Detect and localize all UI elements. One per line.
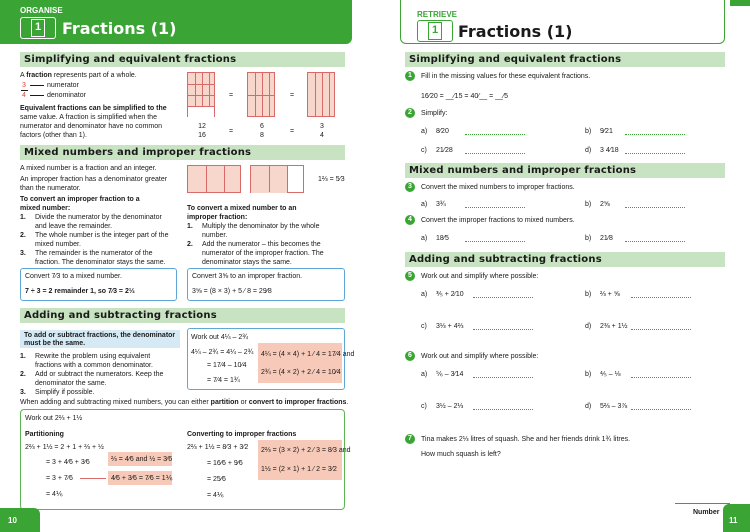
converting-line: = 4⅙ xyxy=(207,492,224,499)
mixed-number-definition: A mixed number is a fraction and an integer. xyxy=(20,165,157,172)
step-text: fraction. The denominator stays the same. xyxy=(35,259,166,266)
to-mixed-heading: mixed number: xyxy=(20,205,71,212)
question-text: Convert the improper fractions to mixed numbers. xyxy=(421,217,575,224)
question-text: How much squash is left? xyxy=(421,451,501,458)
step-text: Divide the numerator by the denominator xyxy=(35,214,162,221)
add-note-line: must be the same. xyxy=(24,340,86,347)
question-text: Work out and simplify where possible: xyxy=(421,273,539,280)
part-label: b) xyxy=(585,128,592,135)
question-text: Fill in the missing values for these equivalent fractions. xyxy=(421,73,591,80)
part-label: c) xyxy=(421,323,427,330)
chapter-icon-number: 1 xyxy=(31,19,45,37)
add-note-line: To add or subtract fractions, the denominator xyxy=(24,332,176,339)
numerator-label: numerator xyxy=(47,82,79,89)
step-number: 1. xyxy=(20,353,26,360)
part-expression: 3¾ xyxy=(436,201,446,208)
fraction-label-3-4: 3 4 xyxy=(320,123,324,139)
question-number: 4 xyxy=(405,215,415,225)
step-text: number. xyxy=(202,232,228,239)
step-text: The whole number is the integer part of the xyxy=(35,232,169,239)
step-number: 2. xyxy=(187,241,193,248)
partition-line: = 3 + 4⁄6 + 3⁄6 xyxy=(46,459,90,466)
to-mixed-heading: To convert an improper fraction to a xyxy=(20,196,140,203)
step-text: Simplify if possible. xyxy=(35,389,95,396)
part-expression: 5⅔ – 3⅞ xyxy=(600,403,628,410)
question-number: 7 xyxy=(405,434,415,444)
left-footer-bar xyxy=(0,508,40,532)
part-label: b) xyxy=(585,235,592,242)
answer-line[interactable] xyxy=(625,153,685,154)
mixed-equation: 1⅔ = 5⁄3 xyxy=(318,176,345,183)
part-expression: 21⁄8 xyxy=(600,235,613,242)
denominator-value: 4 xyxy=(22,92,26,99)
equiv-line: same value. A fraction is simplified when the xyxy=(20,114,157,121)
example-title: Convert 3⅝ to an improper fraction. xyxy=(192,273,303,280)
numerator-arrow xyxy=(30,85,44,86)
answer-line[interactable] xyxy=(631,409,691,410)
right-header-corner xyxy=(730,0,750,6)
part-expression: ⅚ – 3⁄14 xyxy=(436,371,464,378)
section-mixed-numbers-title: Mixed numbers and improper fractions xyxy=(20,145,345,160)
question-text: Convert the mixed numbers to improper fractions. xyxy=(421,184,575,191)
answer-line[interactable] xyxy=(625,241,685,242)
equals-sign: = xyxy=(229,128,234,135)
to-improper-heading: To convert a mixed number to an xyxy=(187,205,297,212)
example-line: 4¼ – 2¾ = 4¼ – 2¾ xyxy=(191,349,254,356)
partition-note: When adding and subtracting mixed numbers, you can either partition or convert to improper fractions. xyxy=(20,399,349,406)
answer-line[interactable] xyxy=(473,377,533,378)
step-text: numerator of the improper fraction. The xyxy=(202,250,324,257)
fraction-label-12-16: 12 16 xyxy=(198,123,206,139)
step-text: mixed number. xyxy=(35,241,81,248)
part-label: d) xyxy=(585,147,592,154)
page-title: Fractions (1) xyxy=(458,22,573,41)
answer-line[interactable] xyxy=(465,207,525,208)
fraction-label-6-8: 6 8 xyxy=(260,123,264,139)
answer-line[interactable] xyxy=(473,329,533,330)
answer-line[interactable] xyxy=(465,153,525,154)
answer-line[interactable] xyxy=(625,207,685,208)
part-label: b) xyxy=(585,371,592,378)
fraction-intro: A fraction represents part of a whole. xyxy=(20,72,137,79)
equals-sign: = xyxy=(290,92,295,99)
answer-line[interactable] xyxy=(631,329,691,330)
part-expression: 2⅜ + 1½ xyxy=(600,323,628,330)
equiv-line: factors (other than 1). xyxy=(20,132,87,139)
part-label: c) xyxy=(421,147,427,154)
part-expression: 3⅓ + 4⅔ xyxy=(436,323,464,330)
partition-working-line: ⅔ = 4⁄6 and ½ = 3⁄6 xyxy=(111,456,173,463)
example-line: = 17⁄4 – 10⁄4 xyxy=(207,362,247,369)
fraction-grid-12-16 xyxy=(187,72,215,117)
part-label: b) xyxy=(585,291,592,298)
part-label: a) xyxy=(421,201,428,208)
page-title: Fractions (1) xyxy=(62,19,177,38)
part-expression: 9⁄21 xyxy=(600,128,613,135)
partition-working-line: 4⁄6 + 3⁄6 = 7⁄6 = 1⅙ xyxy=(111,475,173,482)
part-expression: 2⅝ xyxy=(600,201,610,208)
numerator-value: 3 xyxy=(22,82,26,89)
footer-underline xyxy=(675,503,730,504)
part-expression: ⅘ – ⅛ xyxy=(600,371,621,378)
converting-working-line: 1½ = (2 × 1) + 1 ⁄ 2 = 3⁄2 xyxy=(261,466,337,473)
question-text: Simplify: xyxy=(421,110,448,117)
part-label: d) xyxy=(585,403,592,410)
answer-line[interactable] xyxy=(473,297,533,298)
question-text: Tina makes 2⅓ litres of squash. She and her friends drink 1¾ litres. xyxy=(421,436,631,443)
working-line: 4¼ = (4 × 4) + 1 ⁄ 4 = 17⁄4 and xyxy=(261,351,355,358)
part-expression: 8⁄20 xyxy=(436,128,449,135)
partition-line: = 3 + 7⁄6 xyxy=(46,475,73,482)
step-text: Add or subtract the numerators. Keep the xyxy=(35,371,164,378)
mixed-number-bar-2 xyxy=(250,165,304,193)
arrow-line xyxy=(80,478,106,479)
partition-line: = 4⅙ xyxy=(46,491,63,498)
question-number: 1 xyxy=(405,71,415,81)
footer-label: Number xyxy=(693,509,720,516)
example-line: = 7⁄4 = 1¾ xyxy=(207,377,240,384)
partitioning-heading: Partitioning xyxy=(25,431,64,438)
question-number: 2 xyxy=(405,108,415,118)
retrieve-badge: RETRIEVE xyxy=(417,10,458,19)
equals-sign: = xyxy=(290,128,295,135)
converting-working-line: 2⅔ = (3 × 2) + 2 ⁄ 3 = 8⁄3 and xyxy=(261,447,351,454)
part-expression: 3 4⁄18 xyxy=(600,147,619,154)
working-box xyxy=(258,343,342,383)
part-expression: 21⁄28 xyxy=(436,147,453,154)
part-expression: ⅔ + ⅝ xyxy=(600,291,620,298)
part-label: a) xyxy=(421,128,428,135)
section-simplifying-title: Simplifying and equivalent fractions xyxy=(405,52,725,67)
part-expression: ⅗ + 2⁄10 xyxy=(436,291,464,298)
equiv-line: numerator and denominator have no common xyxy=(20,123,163,130)
page-number: 11 xyxy=(729,516,738,525)
step-number: 3. xyxy=(20,250,26,257)
working-line: 2¾ = (4 × 2) + 2 ⁄ 4 = 10⁄4 xyxy=(261,369,341,376)
example-title: Work out 2⅔ + 1½ xyxy=(25,415,83,422)
equivalent-fraction-expression: 16⁄20 = __⁄15 = 40⁄__ = __⁄5 xyxy=(421,93,509,100)
fraction-grid-3-4 xyxy=(307,72,335,117)
part-expression: 3½ – 2⅓ xyxy=(436,403,464,410)
improper-definition-line: than the numerator. xyxy=(20,185,81,192)
improper-definition-line: An improper fraction has a denominator greater xyxy=(20,176,168,183)
step-number: 1. xyxy=(20,214,26,221)
organise-badge: ORGANISE xyxy=(20,6,63,15)
question-number: 5 xyxy=(405,271,415,281)
question-number: 6 xyxy=(405,351,415,361)
step-text: Multiply the denominator by the whole xyxy=(202,223,320,230)
question-text: Work out and simplify where possible: xyxy=(421,353,539,360)
part-label: d) xyxy=(585,323,592,330)
step-number: 1. xyxy=(187,223,193,230)
section-simplifying-title: Simplifying and equivalent fractions xyxy=(20,52,345,67)
part-label: b) xyxy=(585,201,592,208)
question-number: 3 xyxy=(405,182,415,192)
section-adding-title: Adding and subtracting fractions xyxy=(20,308,345,323)
page-number: 10 xyxy=(8,516,17,525)
chapter-icon-number: 1 xyxy=(428,22,442,40)
section-adding-title: Adding and subtracting fractions xyxy=(405,252,725,267)
equals-sign: = xyxy=(229,92,234,99)
converting-heading: Converting to improper fractions xyxy=(187,431,297,438)
answer-line[interactable] xyxy=(465,241,525,242)
denominator-label: denominator xyxy=(47,92,86,99)
step-number: 2. xyxy=(20,232,26,239)
step-text: and leave the remainder. xyxy=(35,223,113,230)
mixed-number-bar-1 xyxy=(187,165,241,193)
step-number: 3. xyxy=(20,389,26,396)
fraction-grid-6-8 xyxy=(247,72,275,117)
partition-line: 2⅔ + 1½ = 2 + 1 + ⅔ + ½ xyxy=(25,444,104,451)
example-body: 3⅝ = (8 × 3) + 5 ⁄ 8 = 29⁄8 xyxy=(192,288,272,295)
answer-line[interactable] xyxy=(631,297,691,298)
step-text: denominator the same. xyxy=(35,380,107,387)
step-text: The remainder is the numerator of the xyxy=(35,250,153,257)
section-mixed-numbers-title: Mixed numbers and improper fractions xyxy=(405,163,725,178)
part-label: a) xyxy=(421,235,428,242)
part-expression: 18⁄5 xyxy=(436,235,449,242)
right-page xyxy=(375,0,750,532)
answer-line[interactable] xyxy=(465,134,525,135)
step-number: 2. xyxy=(20,371,26,378)
step-text: fractions with a common denominator. xyxy=(35,362,153,369)
example-title: Work out 4¼ – 2¾ xyxy=(191,334,249,341)
step-text: denominator stays the same. xyxy=(202,259,292,266)
part-label: c) xyxy=(421,403,427,410)
converting-line: = 25⁄6 xyxy=(207,476,226,483)
to-improper-heading: improper fraction: xyxy=(187,214,248,221)
step-text: Add the numerator – this becomes the xyxy=(202,241,321,248)
denominator-arrow xyxy=(30,95,44,96)
part-label: a) xyxy=(421,291,428,298)
example-body: 7 ÷ 3 = 2 remainder 1, so 7⁄3 = 2⅓ xyxy=(25,288,135,295)
answer-line[interactable] xyxy=(631,377,691,378)
answer-line[interactable] xyxy=(473,409,533,410)
converting-line: 2⅔ + 1½ = 8⁄3 + 3⁄2 xyxy=(187,444,249,451)
equiv-line: Equivalent fractions can be simplified to the xyxy=(20,105,167,112)
converting-line: = 16⁄6 + 9⁄6 xyxy=(207,460,243,467)
step-text: Rewrite the problem using equivalent xyxy=(35,353,151,360)
part-label: a) xyxy=(421,371,428,378)
answer-line[interactable] xyxy=(625,134,685,135)
example-title: Convert 7⁄3 to a mixed number. xyxy=(25,273,122,280)
